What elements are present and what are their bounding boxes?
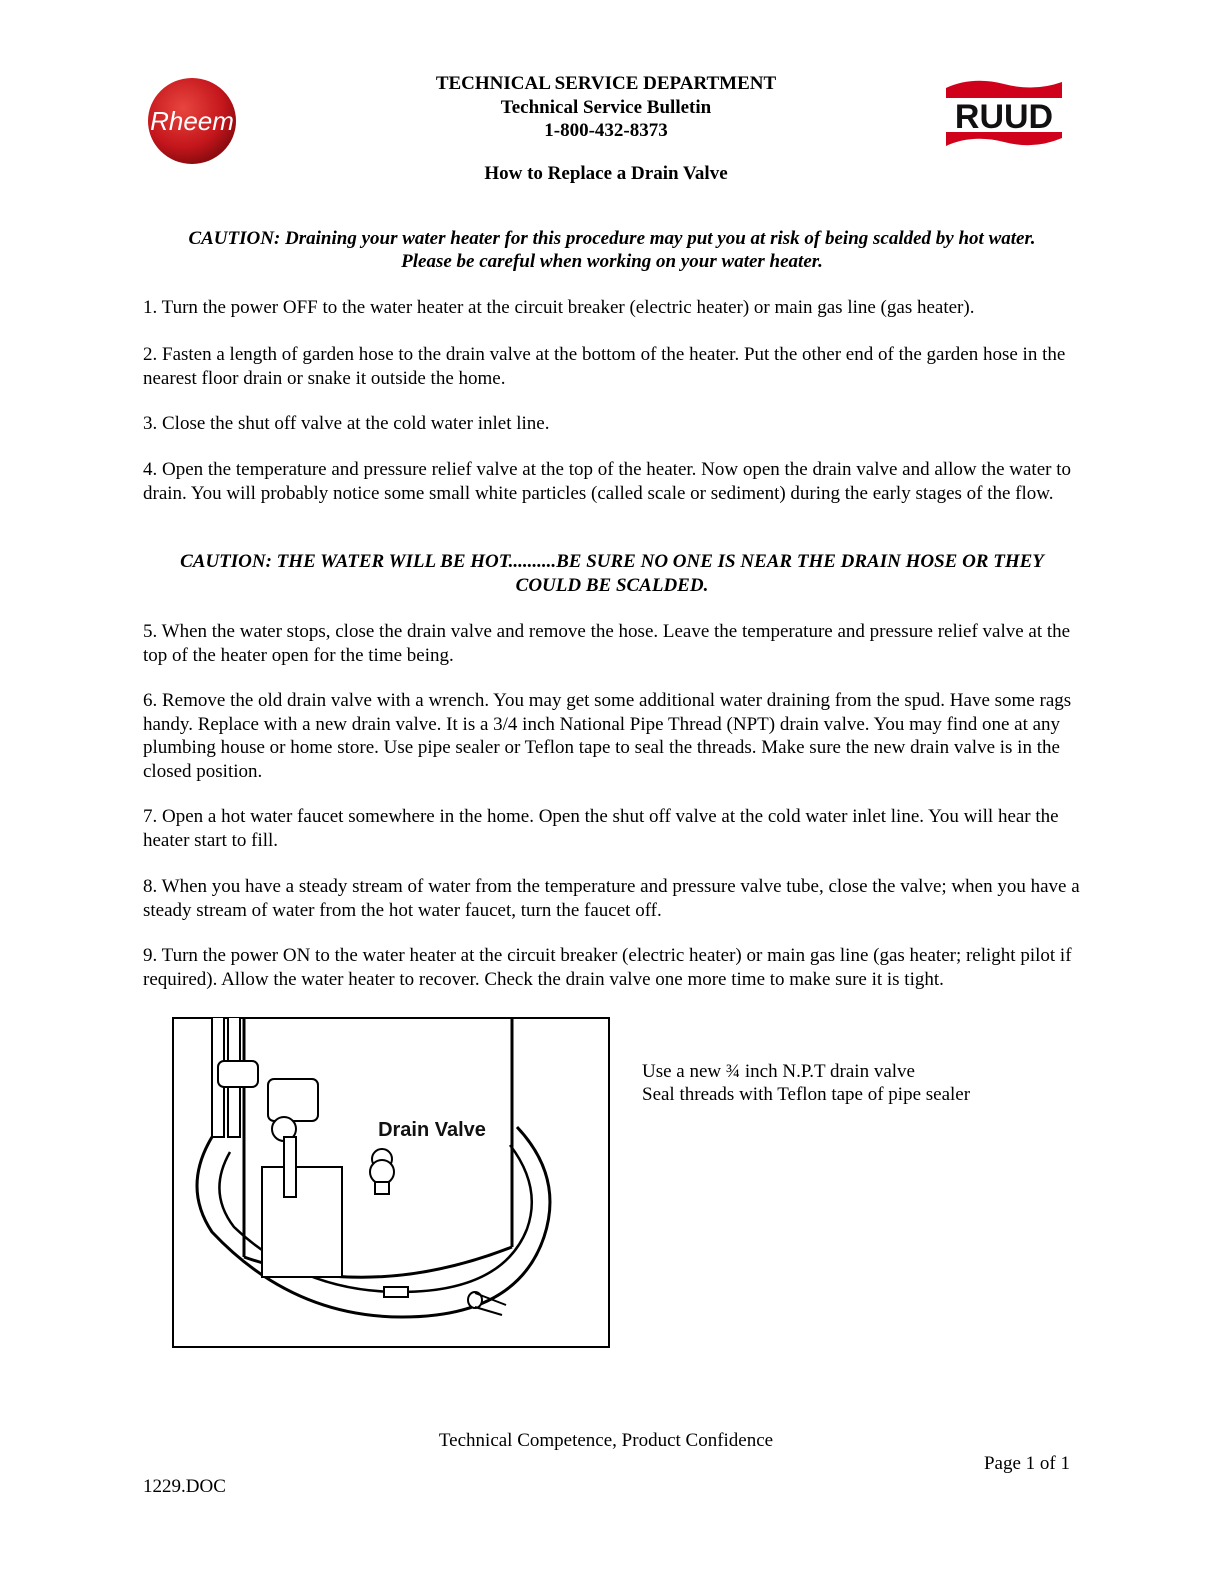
page-number: Page 1 of 1: [983, 1453, 1070, 1474]
caution-hot-line-1: CAUTION: THE WATER WILL BE HOT..........BE SURE NO ONE IS NEAR THE DRAIN HOSE OR THEY: [180, 551, 1044, 572]
step-9: 9. Turn the power ON to the water heater at the circuit breaker (electric heater) or main gas line (gas heater; relight pilot if required). Allow the water heater to recover. Check the drain valve one more time to make sure it is tight.: [143, 945, 1072, 990]
ruud-logo: [942, 76, 1066, 154]
figure-note-1: Use a new ¾ inch N.P.T drain valve: [642, 1061, 915, 1082]
drain-valve-label: Drain Valve: [378, 1119, 486, 1141]
figure-note-2: Seal threads with Teflon tape of pipe sealer: [642, 1084, 971, 1105]
step-6: 6. Remove the old drain valve with a wrench. You may get some additional water draining from the spud. Have some rags handy. Replace with a new drain valve. It is a 3/4 inch National Pipe Thread (NPT) drain valve. You may find one at any plumbing house or home store. Use pipe sealer or Teflon tape to seal the threads. Make sure the new drain valve is in the closed position.: [143, 690, 1072, 782]
department-heading: TECHNICAL SERVICE DEPARTMENT: [435, 73, 777, 94]
caution-line-2: Please be careful when working on your water heater.: [401, 251, 823, 272]
ruud-wordmark: RUUD: [954, 98, 1054, 136]
page-title: How to Replace a Drain Valve: [484, 163, 728, 184]
step-7: 7. Open a hot water faucet somewhere in the home. Open the shut off valve at the cold water inlet line. You will hear the heater start to fill.: [143, 806, 1059, 851]
phone-number: 1-800-432-8373: [544, 120, 668, 141]
document-id: 1229.DOC: [143, 1476, 226, 1497]
step-1: 1. Turn the power OFF to the water heater at the circuit breaker (electric heater) or main gas line (gas heater).: [143, 297, 975, 318]
rheem-logo: [146, 76, 238, 166]
footer-tagline: Technical Competence, Product Confidence: [438, 1430, 774, 1451]
step-4: 4. Open the temperature and pressure relief valve at the top of the heater. Now open the drain valve and allow the water to drain. You will probably notice some small white particles (called scale or sediment) during the early stages of the flow.: [143, 459, 1072, 504]
step-3: 3. Close the shut off valve at the cold water inlet line.: [143, 413, 550, 434]
caution-line-1: CAUTION: Draining your water heater for this procedure may put you at risk of being scalded by hot water.: [188, 228, 1036, 249]
drain-valve-figure: [172, 1017, 610, 1348]
bulletin-heading: Technical Service Bulletin: [500, 97, 712, 118]
step-2: 2. Fasten a length of garden hose to the drain valve at the bottom of the heater. Put the other end of the garden hose in the nearest floor drain or snake it outside the home.: [143, 344, 1066, 389]
rheem-wordmark: Rheem: [150, 106, 234, 136]
step-5: 5. When the water stops, close the drain valve and remove the hose. Leave the temperature and pressure relief valve at the top of the heater open for the time being.: [143, 621, 1071, 666]
step-8: 8. When you have a steady stream of water from the temperature and pressure valve tube, close the valve; when you have a steady stream of water from the hot water faucet, turn the faucet off.: [143, 876, 1080, 921]
caution-hot-line-2: COULD BE SCALDED.: [515, 575, 709, 596]
